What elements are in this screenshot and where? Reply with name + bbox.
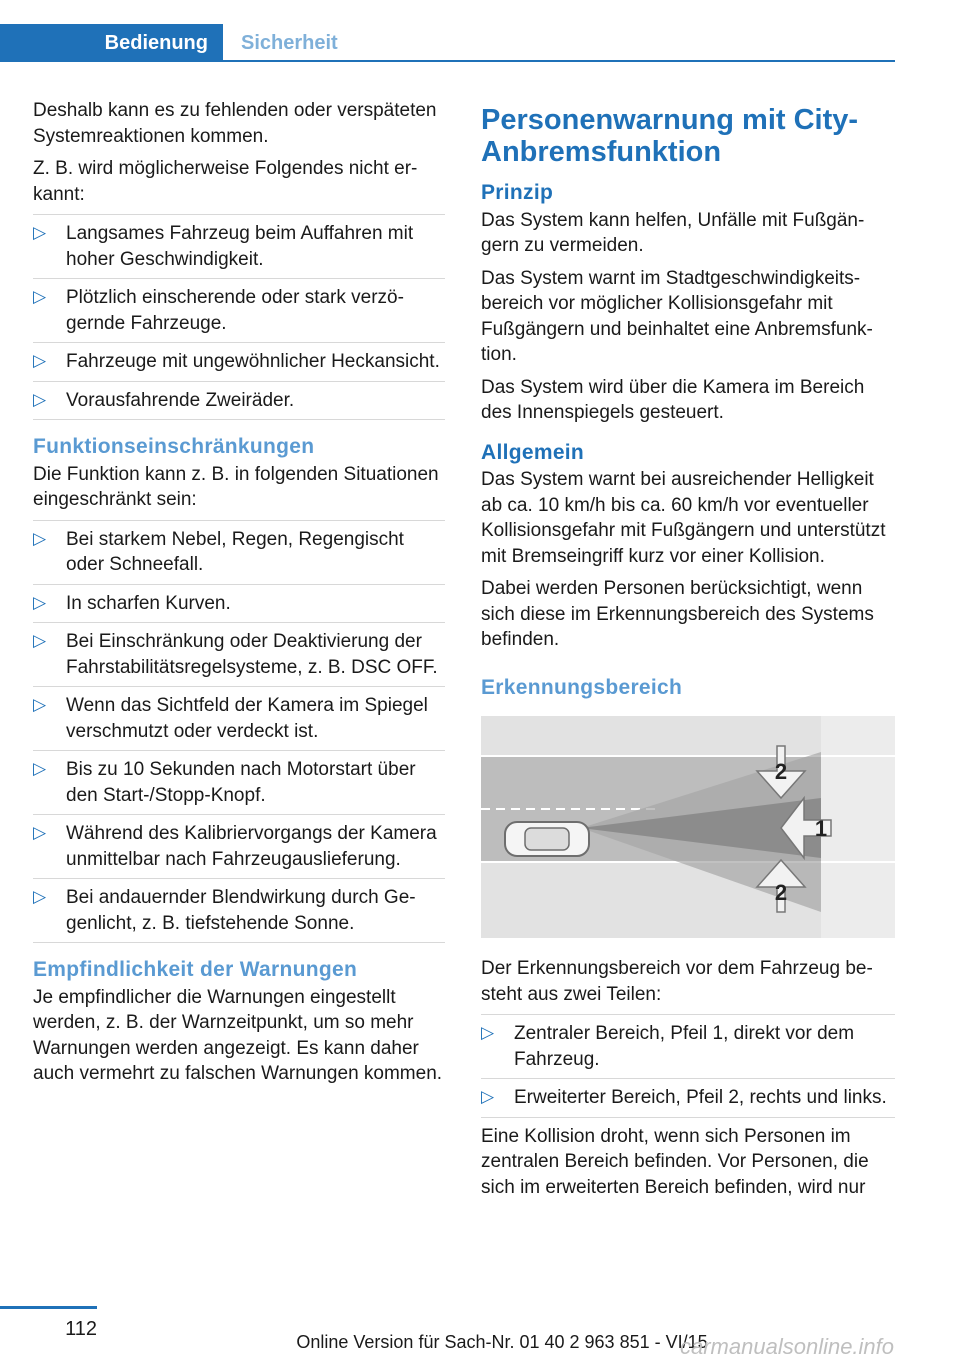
triangle-bullet-icon: ▷ [33, 389, 47, 409]
heading-erkennungsbereich: Erkennungsbereich [481, 675, 683, 699]
triangle-bullet-icon: ▷ [33, 759, 47, 778]
restrictions-paragraph: Die Funktion kann z. B. in folgenden Situationen eingeschränkt sein: [33, 463, 439, 510]
list-item: ▷ Zentraler Bereich, Pfeil 1, direkt vor dem Fahrzeug. [481, 1014, 895, 1079]
detection-area-illustration [481, 716, 895, 938]
list-item: ▷ In scharfen Kurven. [33, 585, 445, 624]
allgemein-paragraph-1: Das System warnt bei ausreichender Helligkeit ab ca. 10 km/h bis ca. 60 km/h vor eventueller Kollisionsgefahr mit Fußgängern und unterstützt mit Bremseingriff kurz vor einer Kollision. [481, 469, 886, 567]
triangle-bullet-icon: ▷ [33, 351, 47, 370]
tab-bedienung[interactable]: Bedienung [0, 24, 223, 62]
heading-funktionseinschraenkungen: Funktionseinschränkungen [33, 435, 315, 458]
list-item: ▷ Wenn das Sichtfeld der Kamera im Spiegel verschmutzt oder verdeckt ist. [33, 687, 445, 751]
watermark: carmanualsonline.info [680, 1334, 895, 1359]
list-item: ▷ Bei Einschränkung oder Deaktivierung der Fahrstabilitätsregelsysteme, z. B. DSC OFF. [33, 623, 445, 687]
triangle-bullet-icon: ▷ [481, 1087, 495, 1106]
prinzip-paragraph-3: Das System wird über die Kamera im Bereich des Innenspiegels gesteuert. [481, 376, 865, 423]
list-item: ▷ Bis zu 10 Sekunden nach Motorstart über den Start-/Stopp-Knopf. [33, 751, 445, 815]
section-title: Personenwarnung mit City-Anbremsfunktion [481, 104, 859, 168]
arrow-label-center: 1 [814, 816, 828, 841]
restrictions-list [33, 520, 445, 944]
heading-allgemein: Allgemein [481, 440, 585, 464]
tab-sicherheit[interactable]: Sicherheit [241, 31, 338, 54]
triangle-bullet-icon: ▷ [33, 887, 47, 906]
header-rule [223, 60, 895, 62]
not-detected-list [33, 214, 445, 420]
erkennung-paragraph-2: Eine Kollision droht, wenn sich Personen im zentralen Bereich befinden. Vor Personen, die sich im erweiterten Bereich befinden, wird nur [481, 1125, 869, 1198]
list-item: ▷ Fahrzeuge mit ungewöhnlicher Heckansicht. [33, 343, 445, 382]
list-item: ▷ Während des Kalibriervorgangs der Kamera unmittelbar nach Fahrzeugauslieferung. [33, 815, 445, 879]
detection-area-list [481, 1014, 895, 1118]
intro-paragraph-1: Deshalb kann es zu fehlenden oder verspäteten Systemreaktionen kommen. [33, 100, 437, 147]
page-header [0, 0, 960, 62]
arrow-label-bottom: 2 [774, 880, 788, 905]
list-item: ▷ Langsames Fahrzeug beim Auffahren mit hoher Geschwindigkeit. [33, 214, 445, 279]
heading-empfindlichkeit: Empfindlichkeit der Warnungen [33, 958, 358, 981]
detection-area-diagram [481, 716, 895, 938]
page-number: 112 [65, 1318, 97, 1340]
arrow-label-top: 2 [774, 759, 788, 784]
left-column [33, 98, 445, 1094]
triangle-bullet-icon: ▷ [33, 695, 47, 714]
triangle-bullet-icon: ▷ [33, 631, 47, 650]
list-item: ▷ Bei andauernder Blendwirkung durch Gegenlicht, z. B. tiefstehende Sonne. [33, 879, 445, 943]
online-version-note: Online Version für Sach-Nr. 01 40 2 963 851 - VI/15 [296, 1332, 708, 1352]
right-column [481, 98, 895, 1207]
triangle-bullet-icon: ▷ [33, 223, 47, 242]
erkennung-paragraph-1: Der Erkennungsbereich vor dem Fahrzeug besteht aus zwei Teilen: [481, 958, 873, 1005]
allgemein-paragraph-2: Dabei werden Personen berücksichtigt, wenn sich diese im Erkennungsbereich des Systems befinden. [481, 578, 874, 650]
prinzip-paragraph-2: Das System warnt im Stadtgeschwindigkeitsbereich vor möglicher Kollisionsgefahr mit Fußgängern und beinhaltet eine Anbremsfunktion. [481, 267, 873, 365]
list-item: ▷ Plötzlich einscherende oder stark verzögernde Fahrzeuge. [33, 279, 445, 343]
heading-prinzip: Prinzip [481, 181, 554, 204]
list-item: ▷ Erweiterter Bereich, Pfeil 2, rechts und links. [481, 1079, 895, 1118]
triangle-bullet-icon: ▷ [481, 1023, 495, 1042]
list-item: ▷ Bei starkem Nebel, Regen, Regengischt oder Schneefall. [33, 520, 445, 585]
triangle-bullet-icon: ▷ [33, 823, 47, 842]
intro-paragraph-2: Z. B. wird möglicherweise Folgendes nicht erkannt: [33, 158, 418, 205]
prinzip-paragraph-1: Das System kann helfen, Unfälle mit Fußgängern zu vermeiden. [481, 209, 865, 256]
list-item: ▷ Vorausfahrende Zweiräder. [33, 382, 445, 421]
triangle-bullet-icon: ▷ [33, 592, 47, 612]
sensitivity-paragraph: Je empfindlicher die Warnungen eingestellt werden, z. B. der Warnzeitpunkt, um so mehr Warnungen werden angezeigt. Es kann daher auch vermehrt zu falschen Warnungen kommen. [33, 986, 443, 1084]
footer-rule [0, 1306, 97, 1309]
triangle-bullet-icon: ▷ [33, 528, 47, 548]
triangle-bullet-icon: ▷ [33, 287, 47, 306]
